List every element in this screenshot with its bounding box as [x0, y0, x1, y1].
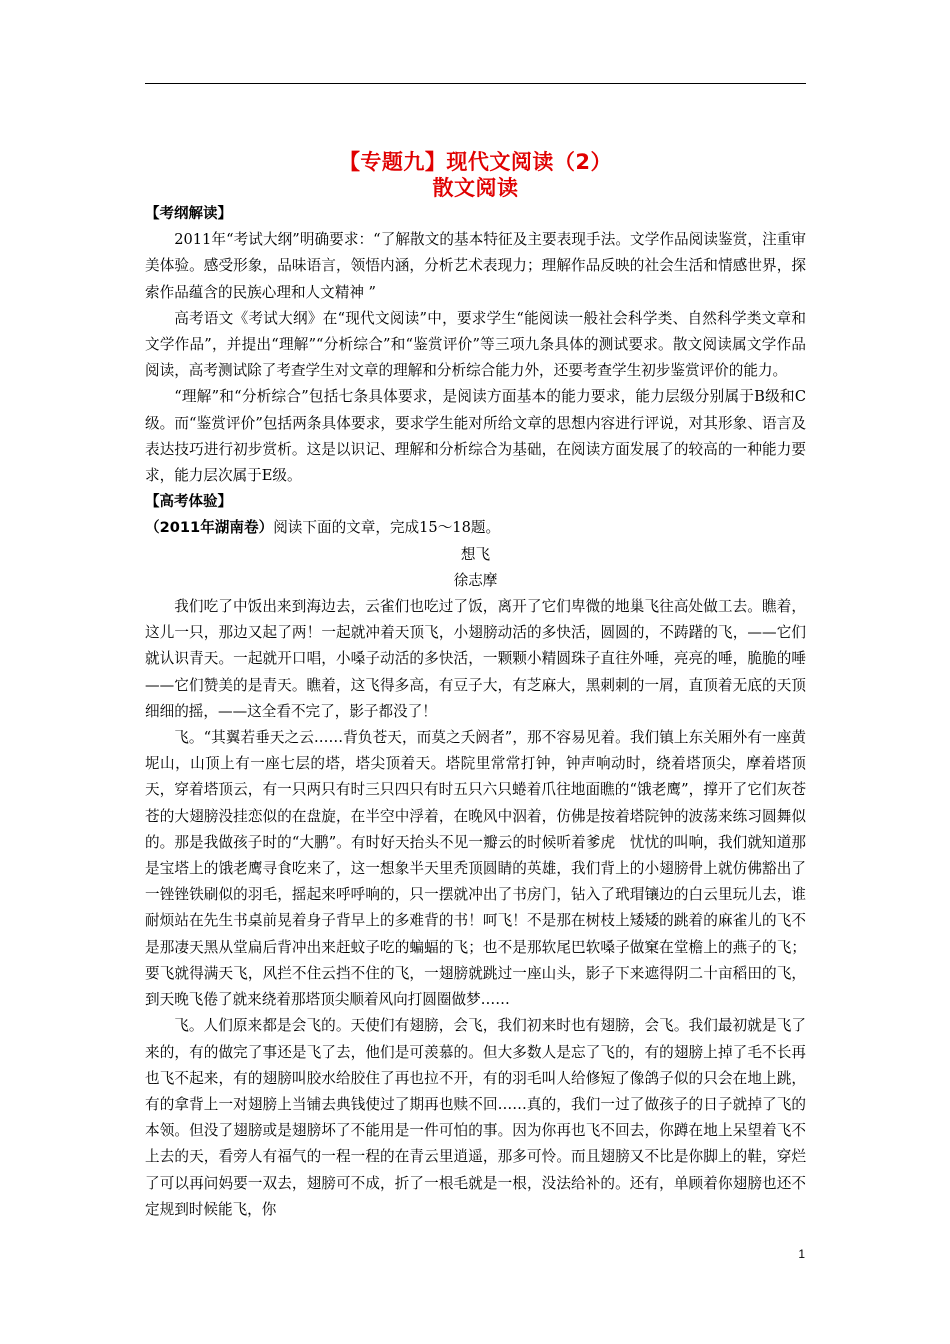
article-author: 徐志摩: [453, 571, 498, 589]
section-heading-exam: 【高考体验】: [145, 494, 232, 511]
document-title: 【专题九】现代文阅读（2）: [338, 150, 613, 174]
article-paragraph: 飞。人们原来都是会飞的。天使们有翅膀，会飞，我们初来时也有翅膀，会飞。我们最初就是飞了来的，有的做完了事还是飞了去，他们是可羡慕的。但大多数人是忘了飞的，有的翅膀上掉了毛不长再也飞不起来，有的翅膀叫胶水给胶住了再也拉不开，有的羽毛叫人给修短了像鸽子似的只会在地上跳，有的拿背上一对翅膀上当铺去典钱使过了期再也赎不回……真的，我们一过了做孩子的日子就掉了飞的本领。但没了翅膀或是翅膀坏了不能用是一件可怕的事。因为你再也飞不回去，你蹲在地上呆望着飞不上去的天，看旁人有福气的一程一程的在青云里逍遥，那多可怜。而且翅膀又不比是你脚上的鞋，穿烂了可以再问妈要一双去，翅膀可不成，折了一根毛就是一根，没法给补的。还有，单顾着你翅膀也还不定规到时候能飞，你: [145, 1017, 806, 1218]
header-rule: [145, 83, 806, 84]
exam-source-line: [145, 515, 806, 541]
syllabus-paragraph: “理解”和“分析综合”包括七条具体要求，是阅读方面基本的能力要求，能力层级分别属于B级和C级。而“鉴赏评价”包括两条具体要求，要求学生能对所给文章的思想内容进行评说，对其形象、语言及表达技巧进行初步赏析。这是以识记、理解和分析综合为基础，在阅读方面发展了的较高的一种能力要求，能力层次属于E级。: [145, 388, 806, 485]
section-heading-syllabus: 【考纲解读】: [145, 206, 232, 222]
document-body: [145, 201, 806, 1223]
article-paragraph: 我们吃了中饭出来到海边去，云雀们也吃过了饭，离开了它们卑微的地巢飞往高处做工去。瞧着，这儿一只，那边又起了两！一起就冲着天顶飞，小翅膀动活的多快活，圆圆的，不踌躇的飞，——它们就认识青天。一起就开口唱，小嗓子动活的多快活，一颗颗小精圆珠子直往外唾，亮亮的唾，脆脆的唾——它们赞美的是青天。瞧着，这飞得多高，有豆子大，有芝麻大，黑刺刺的一屑，直顶着无底的天顶细细的摇，——这全看不完了，影子都没了！: [145, 598, 806, 720]
exam-source-label: （2011年湖南卷）: [145, 519, 274, 537]
syllabus-paragraph: 2011年“考试大纲”明确要求：“了解散文的基本特征及主要表现手法。文学作品阅读鉴赏，注重审美体验。感受形象，品味语言，领悟内涵，分析艺术表现力；理解作品反映的社会生活和情感世界，探索作品蕴含的民族心理和人文精神 ”: [145, 231, 806, 301]
article-title: 想飞: [460, 545, 491, 563]
article-paragraph: 飞。“其翼若垂天之云……背负苍天，而莫之夭阏者”，那不容易见着。我们镇上东关厢外有一座黄坭山，山顶上有一座七层的塔，塔尖顶着天。塔院里常常打钟，钟声响动时，绕着塔顶尖，摩着塔顶天，穿着塔顶云，有一只两只有时三只四只有时五只六只蜷着爪往地面瞧的“饿老鹰”，撑开了它们灰苍苍的大翅膀没挂恋似的在盘旋，在半空中浮着，在晚风中泅着，仿佛是按着塔院钟的波荡来练习圆舞似的。那是我做孩子时的“大鹏”。有时好天抬头不见一瓣云的时候听着爹虎 忧忧的叫响，我们就知道那是宝塔上的饿老鹰寻食吃来了，这一想象半天里秃顶圆睛的英雄，我们背上的小翅膀骨上就仿佛豁出了一锉锉铁刷似的羽毛，摇起来呼呼响的，只一摆就冲出了书房门，钻入了玳瑁镶边的白云里玩儿去，谁耐烦站在先生书桌前晃着身子背早上的多难背的书！呵飞！不是那在树枝上矮矮的跳着的麻雀儿的飞不是那凄天黑从堂扁后背冲出来赶蚊子吃的蝙蝠的飞；也不是那软尾巴软嗓子做窠在堂檐上的燕子的飞；要飞就得满天飞，风拦不住云挡不住的飞，一翅膀就跳过一座山头，影子下来遮得阴二十亩稻田的飞，到天晚飞倦了就来绕着那塔顶尖顺着风向打圆圈做梦……: [145, 729, 806, 1009]
exam-instruction: 阅读下面的文章，完成15～18题。: [273, 519, 501, 537]
document-subtitle: 散文阅读: [432, 176, 519, 200]
syllabus-paragraph: 高考语文《考试大纲》在“现代文阅读”中，要求学生“能阅读一般社会科学类、自然科学类文章和文学作品”，并提出“理解”“分析综合”和“鉴赏评价”等三项九条具体的测试要求。散文阅读属文学作品阅读，高考测试除了考查学生对文章的理解和分析综合能力外，还要考查学生初步鉴赏评价的能力。: [145, 309, 806, 380]
page-number: 1: [798, 1247, 805, 1261]
